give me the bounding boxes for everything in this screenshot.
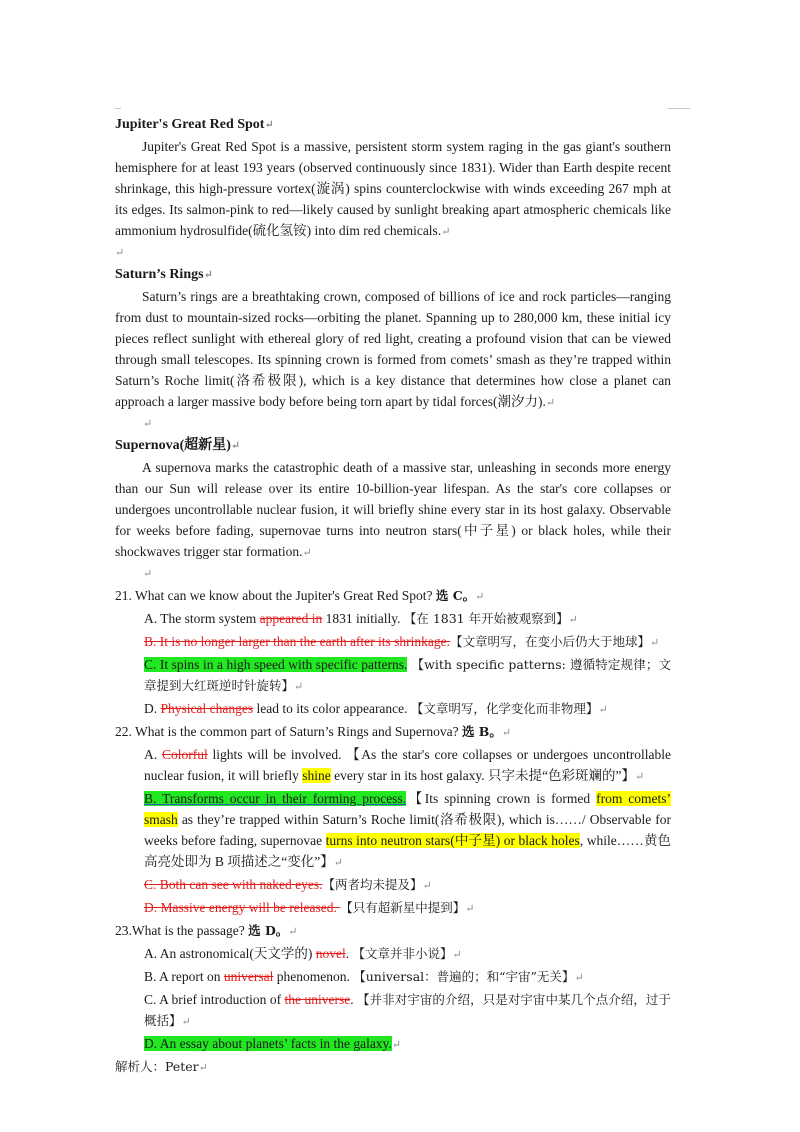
question-23-answer: 选 D。 xyxy=(248,923,289,938)
blank-line: ↵ xyxy=(143,418,153,430)
blank-line: ↵ xyxy=(115,247,125,259)
passage-2-title: Saturn’s Rings↵ xyxy=(115,267,213,282)
passage-1-title: Jupiter's Great Red Spot↵ xyxy=(115,117,274,132)
passage-3-title: Supernova(超新星)↵ xyxy=(115,438,241,453)
question-21-option-b: B. It is no longer larger than the earth after its shrinkage.【文章明写，在变小后仍大于地球】↵ xyxy=(144,634,660,649)
question-21-answer: 选 C。 xyxy=(435,588,476,603)
passage-2-text: Saturn’s rings are a breathtaking crown, composed of billions of ice and rock particles—ranging from dust to mountain-sized rocks—orbiting the planet. Spanning up to 280,000 km, these initial icy pieces reflect sunlight with ethereal glory of red light, creating a profound vision that can be viewed through small telescopes. Its spinning crown is formed from comets’ smash as they’re trapped within Saturn’s Roche limit(洛希极限), which is a key distance that determines how close a planet can approach a larger massive body before being torn apart by tidal forces(潮汐力).↵ xyxy=(115,289,671,409)
question-21-stem: 21. What can we know about the Jupiter's Great Red Spot? 选 C。↵ xyxy=(115,588,485,603)
header-margin-mark-left xyxy=(115,108,121,109)
question-21-option-a: A. The storm system appeared in 1831 initially. 【在 1831 年开始被观察到】↵ xyxy=(144,611,578,626)
question-21-option-d: D. Physical changes lead to its color appearance. 【文章明写，化学变化而非物理】↵ xyxy=(144,701,608,716)
question-22-option-b: B. Transforms occur in their forming process.【Its spinning crown is formed from comets’ smash as they’re trapped within Saturn’s Roche limit(洛希极限), which is……/ Observable for weeks before fading, supernovae turns into neutron stars(中子星) or black holes, while……黄色高亮处即为 B 项描述之“变化”】↵ xyxy=(144,791,672,869)
question-21-option-c: C. It spins in a high speed with specific patterns. 【with specific patterns: 遵循特定规律；文章提到大红斑逆时针旋转】↵ xyxy=(144,657,671,693)
question-23-option-a: A. An astronomical(天文学的) novel. 【文章并非小说】↵ xyxy=(144,946,462,961)
question-23-option-c: C. A brief introduction of the universe. 【并非对宇宙的介绍，只是对宇宙中某几个点介绍，过于概括】↵ xyxy=(144,992,671,1028)
question-23-option-d: D. An essay about planets’ facts in the galaxy.↵ xyxy=(144,1036,402,1051)
question-22-option-c: C. Both can see with naked eyes.【两者均未提及】↵ xyxy=(144,877,432,892)
passage-1-text: Jupiter's Great Red Spot is a massive, persistent storm system raging in the gas giant's southern hemisphere for at least 193 years (observed continuously since 1831). Wider than Earth despite recent shrinkage, this high-pressure vortex(漩涡) spins counterclockwise with winds exceeding 267 mph at its edges. Its salmon-pink to red—likely caused by sunlight breaking apart atmospheric chemicals like ammonium hydrosulfide(硫化氢铵) into dim red chemicals.↵ xyxy=(115,139,671,238)
document-body xyxy=(115,114,671,1079)
question-23-stem: 23.What is the passage? 选 D。↵ xyxy=(115,923,298,938)
question-22-answer: 选 B。 xyxy=(461,724,502,739)
question-22-stem: 22. What is the common part of Saturn’s Rings and Supernova? 选 B。↵ xyxy=(115,724,512,739)
header-margin-mark-right xyxy=(668,108,690,109)
blank-line: ↵ xyxy=(143,568,153,580)
author-credit: 解析人：Peter↵ xyxy=(115,1059,208,1074)
passage-3-text: A supernova marks the catastrophic death of a massive star, unleashing in seconds more energy than our Sun will release over its entire 10-billion-year lifespan. As the star's core collapses or undergoes uncontrollable nuclear fusion, it will briefly shine every star in its host galaxy. Observable for weeks before fading, supernovae turns into neutron stars(中子星) or black holes, while their shockwaves trigger star formation.↵ xyxy=(115,460,671,559)
question-23-option-b: B. A report on universal phenomenon. 【universal：普遍的；和“宇宙”无关】↵ xyxy=(144,969,584,984)
question-22-option-a: A. Colorful lights will be involved. 【As the star's core collapses or undergoes uncontrollable nuclear fusion, it will briefly shine every star in its host galaxy. 只字未提“色彩斑斓的”】↵ xyxy=(144,747,671,783)
question-22-option-d: D. Massive energy will be released. 【只有超新星中提到】↵ xyxy=(144,900,475,915)
